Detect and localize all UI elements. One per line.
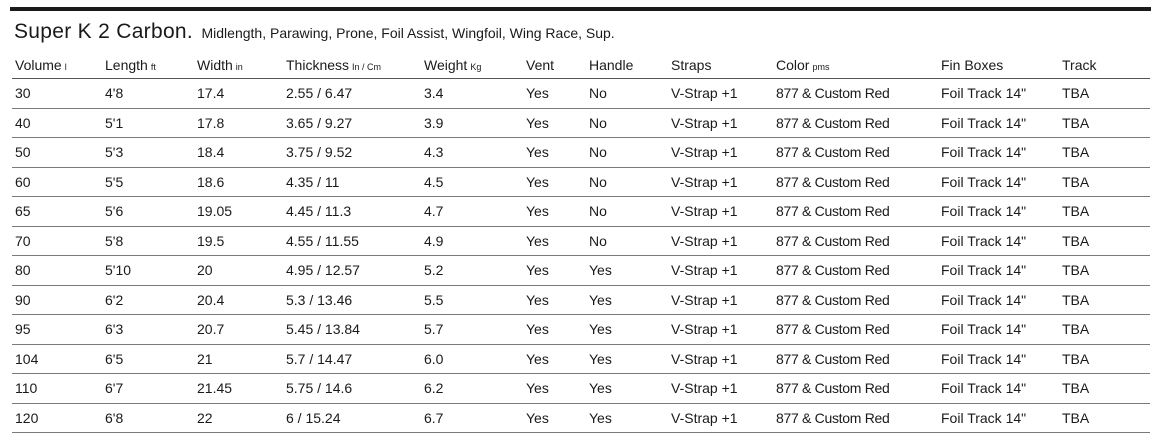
column-unit: pms — [812, 62, 830, 72]
cell-handle: Yes — [586, 315, 668, 345]
column-header-track — [1059, 52, 1150, 79]
column-header-fin-boxes — [938, 52, 1059, 79]
cell-vent: Yes — [523, 167, 586, 197]
cell-thickness: 4.45 / 11.3 — [283, 197, 421, 227]
cell-straps: V-Strap +1 — [668, 374, 773, 404]
column-unit: In / Cm — [352, 62, 382, 72]
cell-fin-boxes: Foil Track 14" — [938, 167, 1059, 197]
cell-vent: Yes — [523, 79, 586, 109]
cell-handle: Yes — [586, 344, 668, 374]
cell-fin-boxes: Foil Track 14" — [938, 374, 1059, 404]
column-label: Width — [197, 57, 233, 73]
cell-vent: Yes — [523, 138, 586, 168]
cell-handle: Yes — [586, 374, 668, 404]
column-label: Length — [105, 57, 148, 73]
cell-thickness: 3.75 / 9.52 — [283, 138, 421, 168]
cell-fin-boxes: Foil Track 14" — [938, 197, 1059, 227]
table-row — [12, 108, 1150, 138]
cell-straps: V-Strap +1 — [668, 285, 773, 315]
cell-weight: 3.4 — [421, 79, 523, 109]
cell-volume: 30 — [12, 79, 102, 109]
cell-track: TBA — [1059, 374, 1150, 404]
cell-fin-boxes: Foil Track 14" — [938, 285, 1059, 315]
cell-length: 5'8 — [102, 226, 194, 256]
page-title: Super K 2 Carbon. — [14, 20, 194, 43]
cell-width: 18.4 — [194, 138, 283, 168]
cell-thickness: 5.7 / 14.47 — [283, 344, 421, 374]
cell-handle: No — [586, 197, 668, 227]
header — [14, 20, 615, 44]
cell-vent: Yes — [523, 108, 586, 138]
cell-color: 877 & Custom Red — [773, 167, 938, 197]
cell-vent: Yes — [523, 197, 586, 227]
cell-track: TBA — [1059, 167, 1150, 197]
table-row — [12, 256, 1150, 286]
cell-length: 5'10 — [102, 256, 194, 286]
cell-color: 877 & Custom Red — [773, 315, 938, 345]
cell-color: 877 & Custom Red — [773, 374, 938, 404]
cell-handle: No — [586, 79, 668, 109]
column-unit: Kg — [470, 62, 482, 72]
cell-track: TBA — [1059, 285, 1150, 315]
cell-volume: 40 — [12, 108, 102, 138]
column-label: Vent — [526, 57, 555, 73]
cell-track: TBA — [1059, 403, 1150, 433]
cell-color: 877 & Custom Red — [773, 108, 938, 138]
cell-weight: 3.9 — [421, 108, 523, 138]
cell-fin-boxes: Foil Track 14" — [938, 256, 1059, 286]
column-label: Handle — [589, 57, 634, 73]
cell-fin-boxes: Foil Track 14" — [938, 226, 1059, 256]
cell-straps: V-Strap +1 — [668, 79, 773, 109]
column-label: Straps — [671, 57, 712, 73]
cell-volume: 70 — [12, 226, 102, 256]
cell-color: 877 & Custom Red — [773, 285, 938, 315]
cell-weight: 4.5 — [421, 167, 523, 197]
cell-thickness: 6 / 15.24 — [283, 403, 421, 433]
cell-straps: V-Strap +1 — [668, 197, 773, 227]
cell-handle: Yes — [586, 403, 668, 433]
table-row — [12, 344, 1150, 374]
cell-volume: 65 — [12, 197, 102, 227]
cell-weight: 6.0 — [421, 344, 523, 374]
cell-thickness: 4.95 / 12.57 — [283, 256, 421, 286]
column-label: Thickness — [286, 57, 350, 73]
cell-weight: 4.3 — [421, 138, 523, 168]
table-row — [12, 403, 1150, 433]
cell-width: 19.5 — [194, 226, 283, 256]
column-header-straps — [668, 52, 773, 79]
column-header-vent — [523, 52, 586, 79]
column-header-volume — [12, 52, 102, 79]
column-header-color — [773, 52, 938, 79]
column-unit: ft — [150, 62, 156, 72]
cell-track: TBA — [1059, 79, 1150, 109]
cell-weight: 4.9 — [421, 226, 523, 256]
cell-fin-boxes: Foil Track 14" — [938, 403, 1059, 433]
cell-color: 877 & Custom Red — [773, 79, 938, 109]
cell-width: 20.4 — [194, 285, 283, 315]
column-header-width — [194, 52, 283, 79]
spec-table — [12, 52, 1150, 433]
header-row — [12, 52, 1150, 79]
cell-handle: Yes — [586, 285, 668, 315]
table-row — [12, 197, 1150, 227]
column-label: Track — [1062, 57, 1097, 73]
cell-length: 5'3 — [102, 138, 194, 168]
cell-volume: 120 — [12, 403, 102, 433]
cell-vent: Yes — [523, 315, 586, 345]
cell-straps: V-Strap +1 — [668, 138, 773, 168]
cell-weight: 5.2 — [421, 256, 523, 286]
cell-track: TBA — [1059, 138, 1150, 168]
cell-color: 877 & Custom Red — [773, 226, 938, 256]
cell-handle: No — [586, 226, 668, 256]
cell-track: TBA — [1059, 256, 1150, 286]
cell-thickness: 4.35 / 11 — [283, 167, 421, 197]
cell-width: 21 — [194, 344, 283, 374]
column-unit: in — [235, 62, 243, 72]
cell-width: 21.45 — [194, 374, 283, 404]
cell-straps: V-Strap +1 — [668, 226, 773, 256]
cell-vent: Yes — [523, 344, 586, 374]
cell-handle: No — [586, 167, 668, 197]
cell-fin-boxes: Foil Track 14" — [938, 79, 1059, 109]
cell-fin-boxes: Foil Track 14" — [938, 138, 1059, 168]
cell-thickness: 4.55 / 11.55 — [283, 226, 421, 256]
cell-thickness: 2.55 / 6.47 — [283, 79, 421, 109]
cell-color: 877 & Custom Red — [773, 256, 938, 286]
cell-color: 877 & Custom Red — [773, 344, 938, 374]
cell-straps: V-Strap +1 — [668, 108, 773, 138]
cell-length: 5'5 — [102, 167, 194, 197]
column-label: Color — [776, 57, 810, 73]
cell-track: TBA — [1059, 344, 1150, 374]
cell-vent: Yes — [523, 256, 586, 286]
cell-length: 6'5 — [102, 344, 194, 374]
cell-weight: 4.7 — [421, 197, 523, 227]
column-header-handle — [586, 52, 668, 79]
cell-length: 6'7 — [102, 374, 194, 404]
cell-straps: V-Strap +1 — [668, 256, 773, 286]
column-unit: l — [64, 62, 67, 72]
cell-length: 5'1 — [102, 108, 194, 138]
cell-width: 18.6 — [194, 167, 283, 197]
cell-width: 20.7 — [194, 315, 283, 345]
column-label: Fin Boxes — [941, 57, 1004, 73]
cell-color: 877 & Custom Red — [773, 403, 938, 433]
table-row — [12, 226, 1150, 256]
cell-vent: Yes — [523, 374, 586, 404]
column-label: Weight — [424, 57, 468, 73]
cell-volume: 90 — [12, 285, 102, 315]
cell-handle: No — [586, 108, 668, 138]
cell-volume: 110 — [12, 374, 102, 404]
cell-straps: V-Strap +1 — [668, 315, 773, 345]
cell-length: 6'8 — [102, 403, 194, 433]
cell-length: 6'2 — [102, 285, 194, 315]
cell-fin-boxes: Foil Track 14" — [938, 315, 1059, 345]
cell-volume: 95 — [12, 315, 102, 345]
table-row — [12, 167, 1150, 197]
cell-straps: V-Strap +1 — [668, 403, 773, 433]
cell-color: 877 & Custom Red — [773, 197, 938, 227]
cell-thickness: 3.65 / 9.27 — [283, 108, 421, 138]
column-header-length — [102, 52, 194, 79]
cell-weight: 5.7 — [421, 315, 523, 345]
cell-width: 19.05 — [194, 197, 283, 227]
cell-width: 17.8 — [194, 108, 283, 138]
cell-volume: 50 — [12, 138, 102, 168]
cell-track: TBA — [1059, 315, 1150, 345]
cell-width: 20 — [194, 256, 283, 286]
cell-weight: 6.7 — [421, 403, 523, 433]
cell-weight: 6.2 — [421, 374, 523, 404]
cell-length: 5'6 — [102, 197, 194, 227]
cell-thickness: 5.3 / 13.46 — [283, 285, 421, 315]
cell-color: 877 & Custom Red — [773, 138, 938, 168]
cell-width: 22 — [194, 403, 283, 433]
cell-vent: Yes — [523, 403, 586, 433]
column-header-weight — [421, 52, 523, 79]
cell-vent: Yes — [523, 285, 586, 315]
cell-volume: 60 — [12, 167, 102, 197]
cell-volume: 80 — [12, 256, 102, 286]
cell-length: 6'3 — [102, 315, 194, 345]
cell-length: 4'8 — [102, 79, 194, 109]
column-label: Volume — [15, 57, 62, 73]
cell-fin-boxes: Foil Track 14" — [938, 344, 1059, 374]
table-row — [12, 138, 1150, 168]
cell-track: TBA — [1059, 197, 1150, 227]
table-row — [12, 374, 1150, 404]
cell-weight: 5.5 — [421, 285, 523, 315]
cell-handle: Yes — [586, 256, 668, 286]
cell-track: TBA — [1059, 108, 1150, 138]
cell-track: TBA — [1059, 226, 1150, 256]
cell-thickness: 5.45 / 13.84 — [283, 315, 421, 345]
top-rule — [10, 7, 1151, 11]
cell-width: 17.4 — [194, 79, 283, 109]
cell-handle: No — [586, 138, 668, 168]
cell-volume: 104 — [12, 344, 102, 374]
cell-vent: Yes — [523, 226, 586, 256]
table-row — [12, 79, 1150, 109]
table-body — [12, 79, 1150, 433]
page-subtitle: Midlength, Parawing, Prone, Foil Assist, Wingfoil, Wing Race, Sup. — [201, 25, 615, 41]
cell-straps: V-Strap +1 — [668, 344, 773, 374]
cell-fin-boxes: Foil Track 14" — [938, 108, 1059, 138]
cell-straps: V-Strap +1 — [668, 167, 773, 197]
table-row — [12, 315, 1150, 345]
cell-thickness: 5.75 / 14.6 — [283, 374, 421, 404]
column-header-thickness — [283, 52, 421, 79]
table-row — [12, 285, 1150, 315]
